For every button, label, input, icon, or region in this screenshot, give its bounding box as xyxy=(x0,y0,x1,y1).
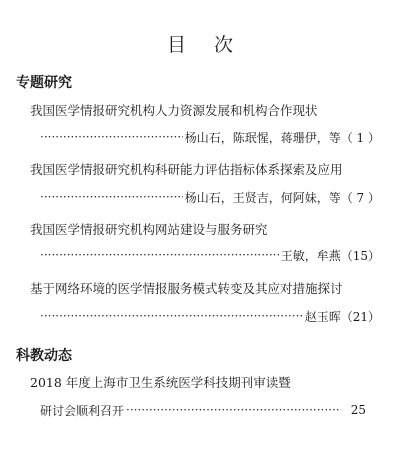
entry-authors: 王敏，牟燕 xyxy=(280,248,341,263)
entry-page: （ 7 ） xyxy=(340,190,380,205)
leader-dots xyxy=(40,308,303,324)
entry-title: 2018 年度上海市卫生系统医学科技期刊审读暨 xyxy=(30,375,291,390)
leader-dots xyxy=(40,189,183,205)
entry-page: （15） xyxy=(340,248,380,263)
entry-authors: 杨山石，陈珉惺，蒋珊伊，等 xyxy=(184,130,341,145)
entry-authors: 赵玉晖 xyxy=(304,309,341,324)
entry-authors: 杨山石，王贤吉，何阿妹，等 xyxy=(184,190,341,205)
entry-leader-line xyxy=(40,307,380,325)
section-heading-science-education-news: 科教动态 xyxy=(16,348,72,364)
leader-dots xyxy=(40,129,183,145)
entry-page: （21） xyxy=(340,309,380,324)
entry-title: 我国医学情报研究机构人力资源发展和机构合作现状 xyxy=(30,103,318,118)
leader-dots xyxy=(40,247,279,263)
leader-dots xyxy=(126,402,341,418)
entry-title: 我国医学情报研究机构网站建设与服务研究 xyxy=(30,222,268,237)
entry-title: 基于网络环境的医学情报服务模式转变及其应对措施探讨 xyxy=(30,281,343,296)
entry-title: 我国医学情报研究机构科研能力评估指标体系探索及应用 xyxy=(30,162,343,177)
toc-title: 目次 xyxy=(166,34,261,56)
entry-leader-line xyxy=(40,128,380,146)
entry-leader-line xyxy=(40,188,380,206)
entry-title-continuation: 研讨会顺利召开 xyxy=(40,403,125,418)
entry-page: 25 xyxy=(350,403,366,417)
entry-leader-line xyxy=(40,401,366,419)
entry-page: （ 1 ） xyxy=(340,130,380,145)
section-heading-special-research: 专题研究 xyxy=(16,75,72,91)
entry-leader-line xyxy=(40,246,380,264)
